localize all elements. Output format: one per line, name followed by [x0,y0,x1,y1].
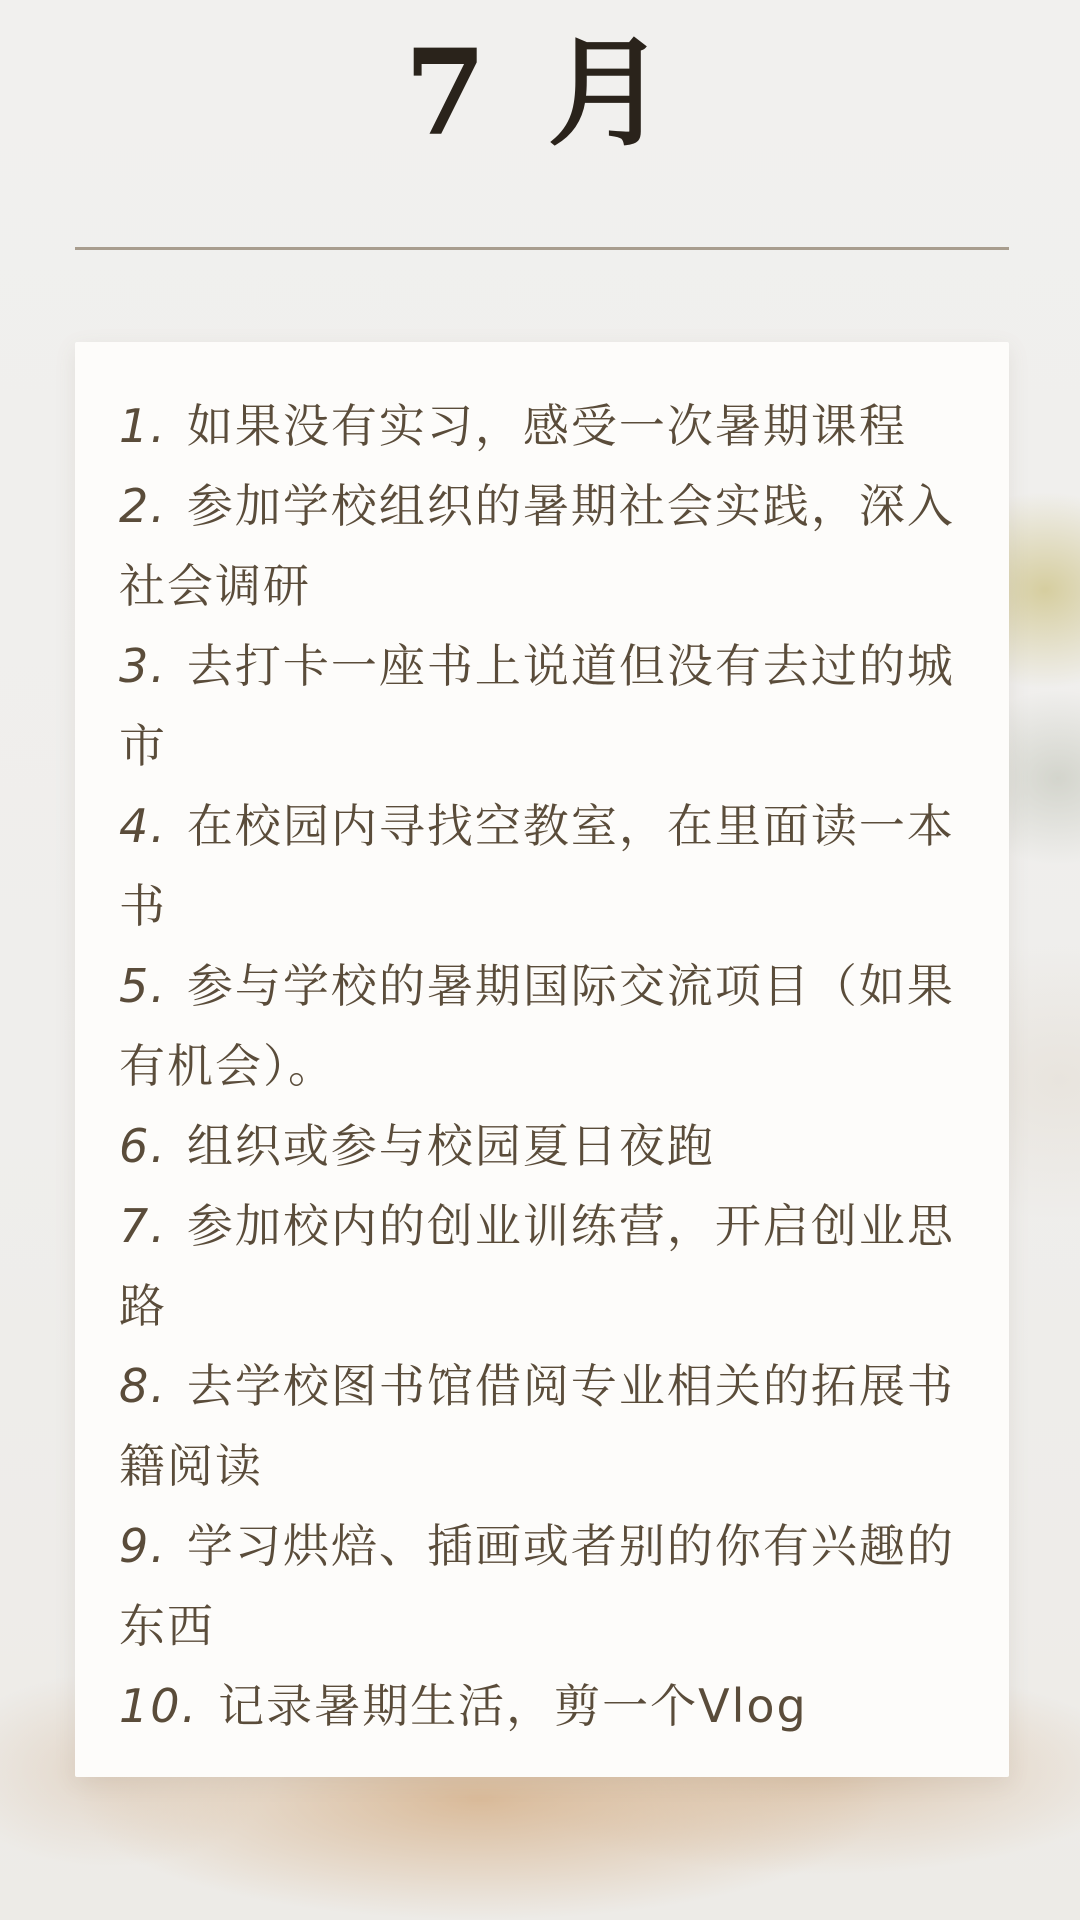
item-text: 记录暑期生活，剪一个Vlog [218,1679,808,1733]
month-title: 7 月 [404,23,676,162]
title-divider [75,247,1009,250]
item-number: 8. [119,1359,167,1413]
item-text: 如果没有实习，感受一次暑期课程 [186,399,907,453]
item-number: 7. [119,1199,167,1253]
item-text: 参与学校的暑期国际交流项目（如果有机会）。 [119,959,955,1093]
item-number: 1. [119,399,167,453]
list-item [119,1346,971,1506]
item-number: 3. [119,639,167,693]
item-number: 9. [119,1519,167,1573]
item-text: 去学校图书馆借阅专业相关的拓展书籍阅读 [119,1359,955,1493]
list-item [119,626,971,786]
item-text: 参加校内的创业训练营，开启创业思路 [119,1199,955,1333]
todo-list [119,386,971,1746]
item-number: 2. [119,479,167,533]
list-item [119,1106,971,1186]
list-item [119,386,971,466]
item-text: 参加学校组织的暑期社会实践，深入社会调研 [119,479,955,613]
list-item [119,1666,971,1746]
list-item [119,1506,971,1666]
list-item [119,946,971,1106]
item-text: 在校园内寻找空教室，在里面读一本书 [119,799,955,933]
item-text: 组织或参与校园夏日夜跑 [186,1119,715,1173]
list-item [119,466,971,626]
item-number: 5. [119,959,167,1013]
item-number: 10. [119,1679,199,1733]
item-text: 去打卡一座书上说道但没有去过的城市 [119,639,955,773]
item-number: 4. [119,799,167,853]
list-card [75,342,1009,1777]
item-text: 学习烘焙、插画或者别的你有兴趣的东西 [119,1519,955,1653]
list-item [119,786,971,946]
list-item [119,1186,971,1346]
item-number: 6. [119,1119,167,1173]
